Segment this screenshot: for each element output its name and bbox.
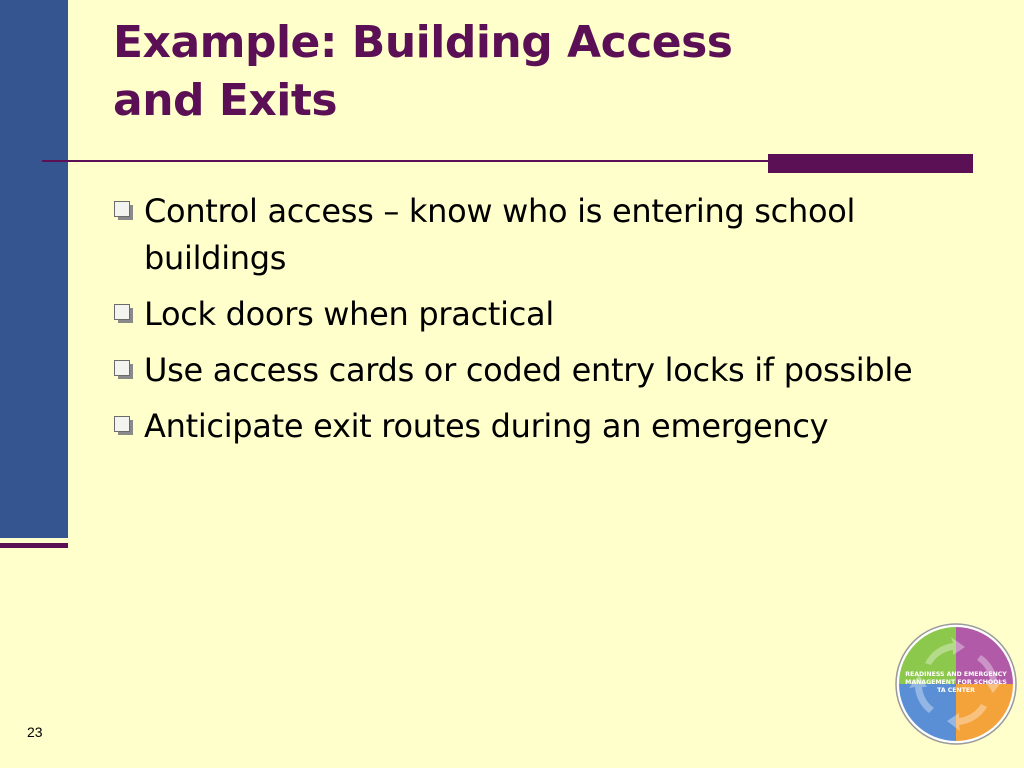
rems-ta-center-logo [895, 623, 1017, 745]
checkbox-bullet-icon [114, 416, 134, 436]
page-number: 23 [27, 724, 43, 740]
bullet-text: Use access cards or coded entry locks if possible [144, 351, 913, 389]
logo-text-line-2: MANAGEMENT FOR SCHOOLS [905, 679, 1007, 686]
checkbox-bullet-icon [114, 304, 134, 324]
slide-title [113, 14, 933, 130]
bullet-text: Lock doors when practical [144, 295, 554, 333]
bullet-item [114, 403, 964, 450]
checkbox-bullet-icon [114, 360, 134, 380]
bullet-text: Anticipate exit routes during an emergency [144, 407, 829, 445]
slide-title-line-2: and Exits [113, 75, 338, 126]
checkbox-bullet-icon [114, 201, 134, 221]
logo-text-line-1: READINESS AND EMERGENCY [905, 671, 1007, 678]
title-underline [42, 160, 772, 162]
bullet-item [114, 347, 964, 394]
slide-title-line-1: Example: Building Access [113, 17, 733, 68]
bullet-list [114, 188, 964, 459]
left-accent-band [0, 0, 68, 538]
bullet-text: Control access – know who is entering school buildings [144, 192, 856, 277]
logo-text-line-3: TA CENTER [937, 687, 975, 694]
bullet-item [114, 291, 964, 338]
left-accent-rule [0, 543, 68, 548]
title-underline-bar [768, 154, 973, 173]
bullet-item [114, 188, 964, 282]
